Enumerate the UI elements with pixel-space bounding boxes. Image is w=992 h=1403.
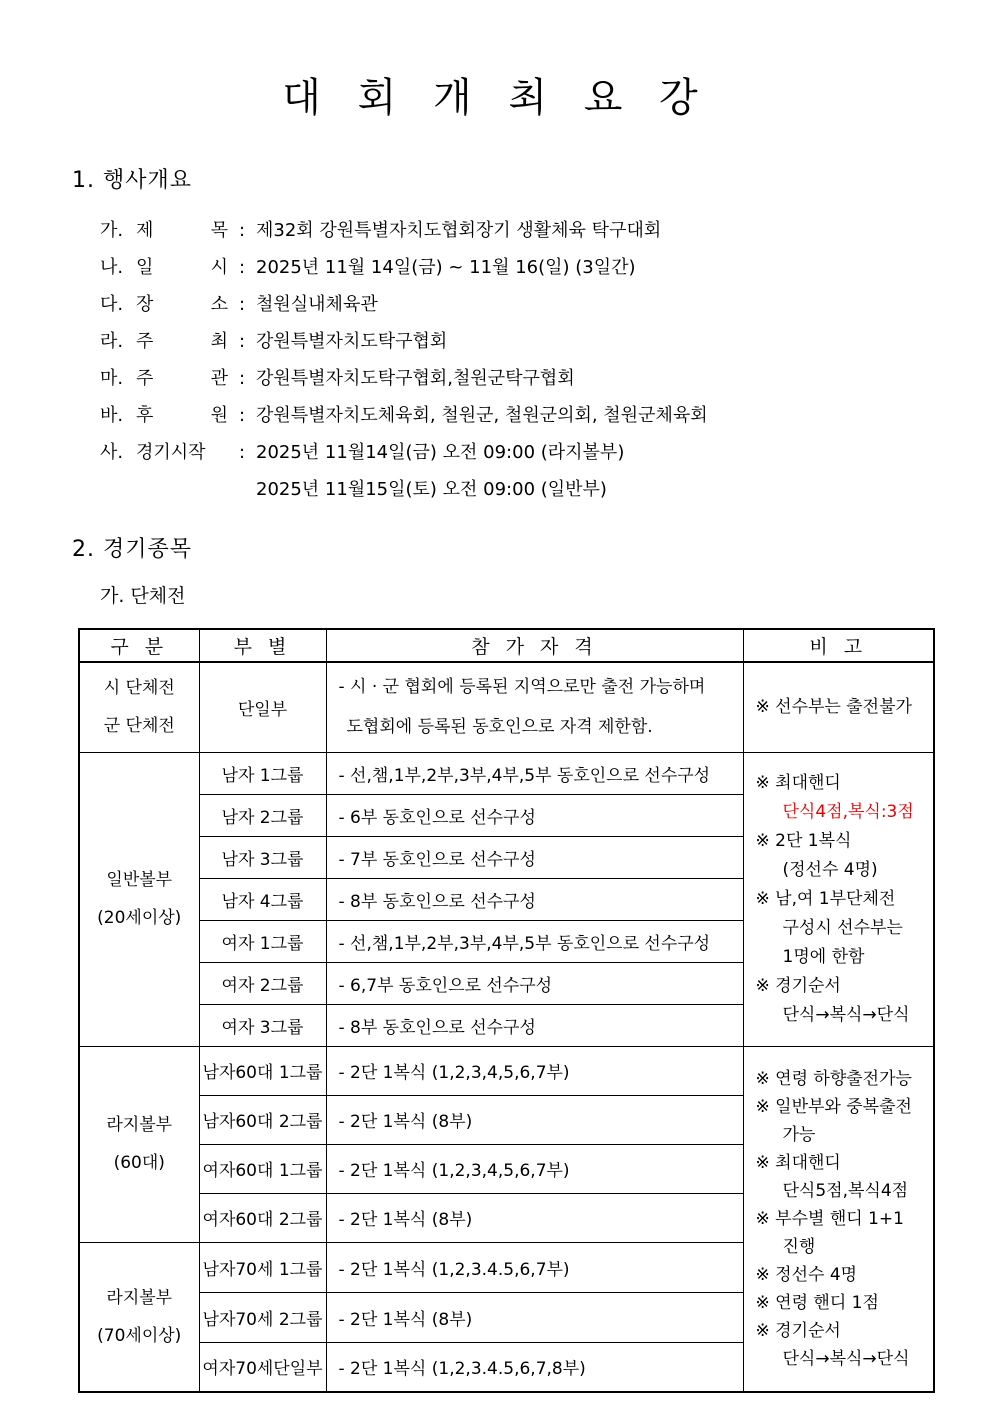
item-label: 경기시작: [136, 442, 206, 463]
cell-qualification: - 2단 1복식 (1,2,3.4.5,6,7,8부): [326, 1342, 743, 1392]
item-colon: :: [238, 294, 246, 315]
cell-division: 라지볼부 (70세이상): [79, 1242, 199, 1392]
cell-group: 남자 4그룹: [199, 878, 326, 920]
cell-group: 여자 3그룹: [199, 1004, 326, 1046]
cell-group: 여자 1그룹: [199, 920, 326, 962]
cell-group: 남자 1그룹: [199, 752, 326, 794]
item-colon: :: [238, 442, 246, 463]
item-value: 강원특별자치도탁구협회,철원군탁구협회: [256, 368, 575, 389]
item-date: [100, 249, 992, 286]
header-group: 부 별: [199, 629, 326, 662]
table-row: [79, 752, 934, 794]
item-value: 강원특별자치도체육회, 철원군, 철원군의회, 철원군체육회: [256, 405, 708, 426]
cell-group: 여자 2그룹: [199, 962, 326, 1004]
team-event-table: [78, 628, 935, 1393]
section2-subheading: 가. 단체전: [100, 585, 186, 607]
item-label: 일 시: [136, 257, 228, 278]
cell-group: 남자 3그룹: [199, 836, 326, 878]
item-colon: :: [238, 405, 246, 426]
cell-group: 남자70세 2그룹: [199, 1292, 326, 1342]
item-organizer: [100, 360, 992, 397]
section1-heading: 1. 행사개요: [72, 168, 192, 193]
item-prefix: 다.: [100, 294, 124, 315]
cell-qualification: - 6,7부 동호인으로 선수구성: [326, 962, 743, 1004]
cell-group: 남자60대 1그룹: [199, 1046, 326, 1095]
cell-group: 여자70세단일부: [199, 1342, 326, 1392]
cell-qualification: - 6부 동호인으로 선수구성: [326, 794, 743, 836]
item-label: 주 관: [136, 368, 228, 389]
cell-qualification: - 선,챔,1부,2부,3부,4부,5부 동호인으로 선수구성: [326, 752, 743, 794]
item-value: 철원실내체육관: [256, 294, 378, 315]
cell-qualification: - 2단 1복식 (8부): [326, 1292, 743, 1342]
item-start-time: [100, 434, 992, 471]
item-label: 제 목: [136, 220, 228, 241]
header-qualification: 참 가 자 격: [326, 629, 743, 662]
item-colon: :: [238, 331, 246, 352]
cell-group: 여자60대 1그룹: [199, 1144, 326, 1193]
cell-remarks: ※ 연령 하향출전가능 ※ 일반부와 중복출전 가능 ※ 최대핸디 단식5점,복식4점 ※ 부수별 핸디 1+1 진행 ※ 정선수 4명 ※ 연령 핸디 1점 ※ 경기순서 단식→복식→단식: [743, 1046, 934, 1392]
cell-qualification: - 2단 1복식 (1,2,3,4,5,6,7부): [326, 1144, 743, 1193]
cell-qualification: - 2단 1복식 (8부): [326, 1193, 743, 1242]
table-row: [79, 1046, 934, 1095]
header-remarks: 비 고: [743, 629, 934, 662]
item-prefix: 가.: [100, 220, 124, 241]
cell-qualification: - 시 · 군 협회에 등록된 지역으로만 출전 가능하며 도협회에 등록된 동호인으로 자격 제한함.: [326, 662, 743, 752]
section2-heading: 2. 경기종목: [72, 537, 192, 562]
item-label: 주 최: [136, 331, 228, 352]
item-value: 2025년 11월 14일(금) ~ 11월 16(일) (3일간): [256, 257, 636, 278]
item-value: 2025년 11월14일(금) 오전 09:00 (라지볼부): [256, 442, 625, 463]
table-header-row: [79, 629, 934, 662]
item-prefix: 사.: [100, 442, 124, 463]
cell-group: 여자60대 2그룹: [199, 1193, 326, 1242]
item-value: 제32회 강원특별자치도협회장기 생활체육 탁구대회: [256, 220, 662, 241]
item-prefix: 나.: [100, 257, 124, 278]
red-handicap-note: 단식4점,복식:3점: [782, 801, 914, 822]
item-start-time-continuation: 2025년 11월15일(토) 오전 09:00 (일반부): [256, 479, 607, 500]
cell-qualification: - 8부 동호인으로 선수구성: [326, 1004, 743, 1046]
header-division: 구 분: [79, 629, 199, 662]
item-label: 후 원: [136, 405, 228, 426]
cell-division: 일반볼부 (20세이상): [79, 752, 199, 1046]
cell-qualification: - 2단 1복식 (1,2,3.4.5,6,7부): [326, 1242, 743, 1292]
cell-qualification: - 7부 동호인으로 선수구성: [326, 836, 743, 878]
item-value: 강원특별자치도탁구협회: [256, 331, 448, 352]
section1-items: [100, 212, 992, 508]
cell-group: 단일부: [199, 662, 326, 752]
item-colon: :: [238, 220, 246, 241]
cell-qualification: - 2단 1복식 (1,2,3,4,5,6,7부): [326, 1046, 743, 1095]
item-label: 장 소: [136, 294, 228, 315]
cell-group: 남자60대 2그룹: [199, 1095, 326, 1144]
item-venue: [100, 286, 992, 323]
item-host: [100, 323, 992, 360]
cell-qualification: - 2단 1복식 (8부): [326, 1095, 743, 1144]
cell-qualification: - 8부 동호인으로 선수구성: [326, 878, 743, 920]
cell-qualification: - 선,챔,1부,2부,3부,4부,5부 동호인으로 선수구성: [326, 920, 743, 962]
item-title: [100, 212, 992, 249]
cell-remarks: ※ 선수부는 출전불가: [743, 662, 934, 752]
cell-remarks: ※ 최대핸디 단식4점,복식:3점 ※ 2단 1복식 (정선수 4명) ※ 남,여 1부단체전 구성시 선수부는 1명에 한함 ※ 경기순서 단식→복식→단식: [743, 752, 934, 1046]
cell-division: 라지볼부 (60대): [79, 1046, 199, 1242]
cell-group: 남자 2그룹: [199, 794, 326, 836]
item-colon: :: [238, 257, 246, 278]
item-prefix: 마.: [100, 368, 124, 389]
cell-division: 시 단체전 군 단체전: [79, 662, 199, 752]
table-row: [79, 662, 934, 752]
item-colon: :: [238, 368, 246, 389]
item-prefix: 바.: [100, 405, 124, 426]
page-title: 대 회 개 최 요 강: [282, 75, 710, 121]
cell-group: 남자70세 1그룹: [199, 1242, 326, 1292]
item-sponsor: [100, 397, 992, 434]
item-prefix: 라.: [100, 331, 124, 352]
